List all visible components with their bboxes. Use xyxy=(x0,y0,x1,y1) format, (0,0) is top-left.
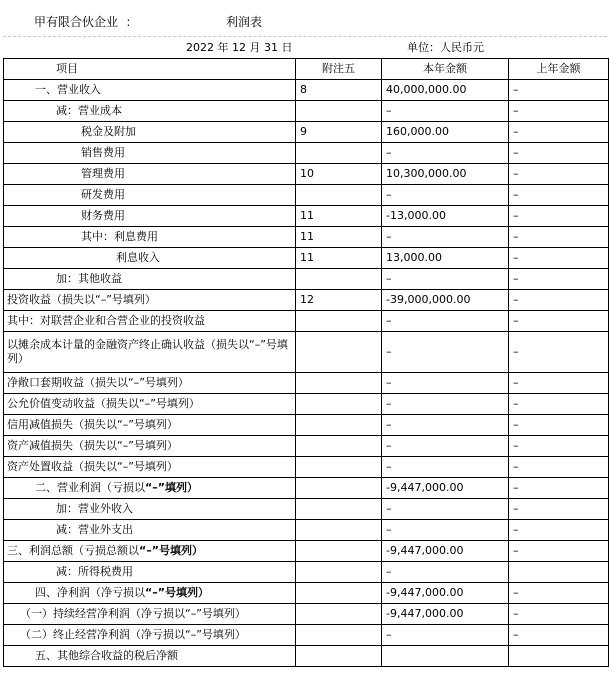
row-note xyxy=(296,373,382,394)
row-item: 加：其他收益 xyxy=(4,269,296,290)
row-item xyxy=(4,583,296,604)
table-row xyxy=(4,164,609,185)
row-note: 11 xyxy=(296,227,382,248)
row-note xyxy=(296,101,382,122)
row-current: – xyxy=(382,625,509,646)
row-current: -9,447,000.00 xyxy=(382,541,509,562)
currency-unit: 单位：人民币元 xyxy=(407,41,484,54)
table-row xyxy=(4,499,609,520)
table-row xyxy=(4,332,609,373)
table-row xyxy=(4,311,609,332)
row-item: 加：营业外收入 xyxy=(4,499,296,520)
row-previous: – xyxy=(509,583,609,604)
row-previous: – xyxy=(509,332,609,373)
table-row xyxy=(4,436,609,457)
row-previous: – xyxy=(509,457,609,478)
date-bar xyxy=(3,36,607,58)
row-current: – xyxy=(382,562,509,583)
column-header-previous-year: 上年金额 xyxy=(509,59,609,80)
row-current: – xyxy=(382,101,509,122)
row-previous: – xyxy=(509,164,609,185)
row-previous: – xyxy=(509,101,609,122)
row-item-text-bold: “–”号填列） xyxy=(145,586,209,599)
row-previous: – xyxy=(509,625,609,646)
table-row xyxy=(4,541,609,562)
table-header-row xyxy=(4,59,609,80)
row-previous: – xyxy=(509,269,609,290)
row-note xyxy=(296,625,382,646)
row-previous: – xyxy=(509,206,609,227)
row-note xyxy=(296,394,382,415)
row-item: （二）终止经营净利润（净亏损以“–”号填列） xyxy=(4,625,296,646)
row-previous: – xyxy=(509,185,609,206)
company-name: 甲有限合伙企业 ： xyxy=(34,15,138,29)
row-item-text: 四、净利润（净亏损以 xyxy=(35,586,145,599)
row-item: 财务费用 xyxy=(4,206,296,227)
table-row xyxy=(4,290,609,311)
table-row xyxy=(4,562,609,583)
row-current: – xyxy=(382,499,509,520)
row-previous: – xyxy=(509,478,609,499)
row-current: – xyxy=(382,520,509,541)
row-note xyxy=(296,541,382,562)
table-row xyxy=(4,646,609,667)
table-row xyxy=(4,80,609,101)
row-previous: – xyxy=(509,415,609,436)
row-item: 资产处置收益（损失以“–”号填列） xyxy=(4,457,296,478)
row-current: 160,000.00 xyxy=(382,122,509,143)
row-item: 公允价值变动收益（损失以“–”号填列） xyxy=(4,394,296,415)
table-row xyxy=(4,269,609,290)
row-item: 净敞口套期收益（损失以“–”号填列） xyxy=(4,373,296,394)
row-note xyxy=(296,562,382,583)
row-note xyxy=(296,311,382,332)
row-note: 11 xyxy=(296,206,382,227)
row-current: -13,000.00 xyxy=(382,206,509,227)
row-item: 其中：对联营企业和合营企业的投资收益 xyxy=(4,311,296,332)
row-note xyxy=(296,499,382,520)
row-note xyxy=(296,185,382,206)
row-item: 利息收入 xyxy=(4,248,296,269)
table-row xyxy=(4,478,609,499)
row-note xyxy=(296,143,382,164)
row-item: 销售费用 xyxy=(4,143,296,164)
row-current: – xyxy=(382,311,509,332)
row-previous: – xyxy=(509,436,609,457)
row-note: 8 xyxy=(296,80,382,101)
row-note xyxy=(296,415,382,436)
column-header-note: 附注五 xyxy=(296,59,382,80)
table-row xyxy=(4,604,609,625)
row-item: 减：营业成本 xyxy=(4,101,296,122)
row-previous: – xyxy=(509,311,609,332)
row-note xyxy=(296,520,382,541)
row-item: 研发费用 xyxy=(4,185,296,206)
row-note xyxy=(296,583,382,604)
row-previous: – xyxy=(509,373,609,394)
column-header-item: 项目 xyxy=(4,59,296,80)
row-previous xyxy=(509,562,609,583)
row-current: – xyxy=(382,415,509,436)
row-previous: – xyxy=(509,541,609,562)
row-previous: – xyxy=(509,248,609,269)
row-previous: – xyxy=(509,143,609,164)
table-row xyxy=(4,520,609,541)
row-current: -39,000,000.00 xyxy=(382,290,509,311)
row-current: – xyxy=(382,394,509,415)
row-note xyxy=(296,478,382,499)
row-previous: – xyxy=(509,227,609,248)
income-statement-table xyxy=(3,58,609,667)
row-item: 减：所得税费用 xyxy=(4,562,296,583)
table-row xyxy=(4,248,609,269)
table-row xyxy=(4,185,609,206)
row-previous xyxy=(509,646,609,667)
column-header-current-year: 本年金额 xyxy=(382,59,509,80)
row-note xyxy=(296,646,382,667)
row-current: – xyxy=(382,185,509,206)
row-note xyxy=(296,332,382,373)
row-note: 12 xyxy=(296,290,382,311)
table-row xyxy=(4,143,609,164)
row-item: 税金及附加 xyxy=(4,122,296,143)
row-current: 13,000.00 xyxy=(382,248,509,269)
table-row xyxy=(4,394,609,415)
row-current xyxy=(382,646,509,667)
table-row xyxy=(4,206,609,227)
row-current: – xyxy=(382,143,509,164)
row-current: – xyxy=(382,269,509,290)
row-note xyxy=(296,457,382,478)
row-previous: – xyxy=(509,122,609,143)
row-item: 一、营业收入 xyxy=(4,80,296,101)
row-item: 信用减值损失（损失以“–”号填列） xyxy=(4,415,296,436)
table-row xyxy=(4,101,609,122)
row-current: – xyxy=(382,457,509,478)
table-row xyxy=(4,583,609,604)
row-note xyxy=(296,269,382,290)
table-row xyxy=(4,457,609,478)
report-date: 2022 年 12 月 31 日 xyxy=(186,41,293,54)
row-note: 10 xyxy=(296,164,382,185)
row-current: 40,000,000.00 xyxy=(382,80,509,101)
table-row xyxy=(4,122,609,143)
row-item: 管理费用 xyxy=(4,164,296,185)
report-title: 利润表 xyxy=(226,15,263,29)
row-current: – xyxy=(382,227,509,248)
row-item-text-bold: “–”号填列） xyxy=(139,544,203,557)
table-row xyxy=(4,227,609,248)
row-current: -9,447,000.00 xyxy=(382,604,509,625)
row-item: （一）持续经营净利润（净亏损以“–”号填列） xyxy=(4,604,296,625)
row-note xyxy=(296,436,382,457)
row-item: 以摊余成本计量的金融资产终止确认收益（损失以“–”号填列） xyxy=(4,332,296,373)
row-previous: – xyxy=(509,499,609,520)
table-row xyxy=(4,625,609,646)
row-note: 9 xyxy=(296,122,382,143)
table-row xyxy=(4,373,609,394)
row-item: 资产减值损失（损失以“–”号填列） xyxy=(4,436,296,457)
row-previous: – xyxy=(509,80,609,101)
table-row xyxy=(4,415,609,436)
row-current: -9,447,000.00 xyxy=(382,478,509,499)
row-previous: – xyxy=(509,604,609,625)
row-note xyxy=(296,604,382,625)
row-current: – xyxy=(382,436,509,457)
row-item-text: 三、利润总额（亏损总额以 xyxy=(7,544,139,557)
row-item: 减：营业外支出 xyxy=(4,520,296,541)
row-item xyxy=(4,478,296,499)
row-item-text-bold: “–”填列） xyxy=(145,481,198,494)
row-item: 五、其他综合收益的税后净额 xyxy=(4,646,296,667)
row-current: 10,300,000.00 xyxy=(382,164,509,185)
row-item-text: 二、营业利润（亏损以 xyxy=(35,481,145,494)
row-current: – xyxy=(382,373,509,394)
row-item xyxy=(4,541,296,562)
row-previous: – xyxy=(509,290,609,311)
row-current: – xyxy=(382,332,509,373)
row-current: -9,447,000.00 xyxy=(382,583,509,604)
row-item: 投资收益（损失以“–”号填列） xyxy=(4,290,296,311)
row-item: 其中：利息费用 xyxy=(4,227,296,248)
row-previous: – xyxy=(509,394,609,415)
row-note: 11 xyxy=(296,248,382,269)
row-previous: – xyxy=(509,520,609,541)
